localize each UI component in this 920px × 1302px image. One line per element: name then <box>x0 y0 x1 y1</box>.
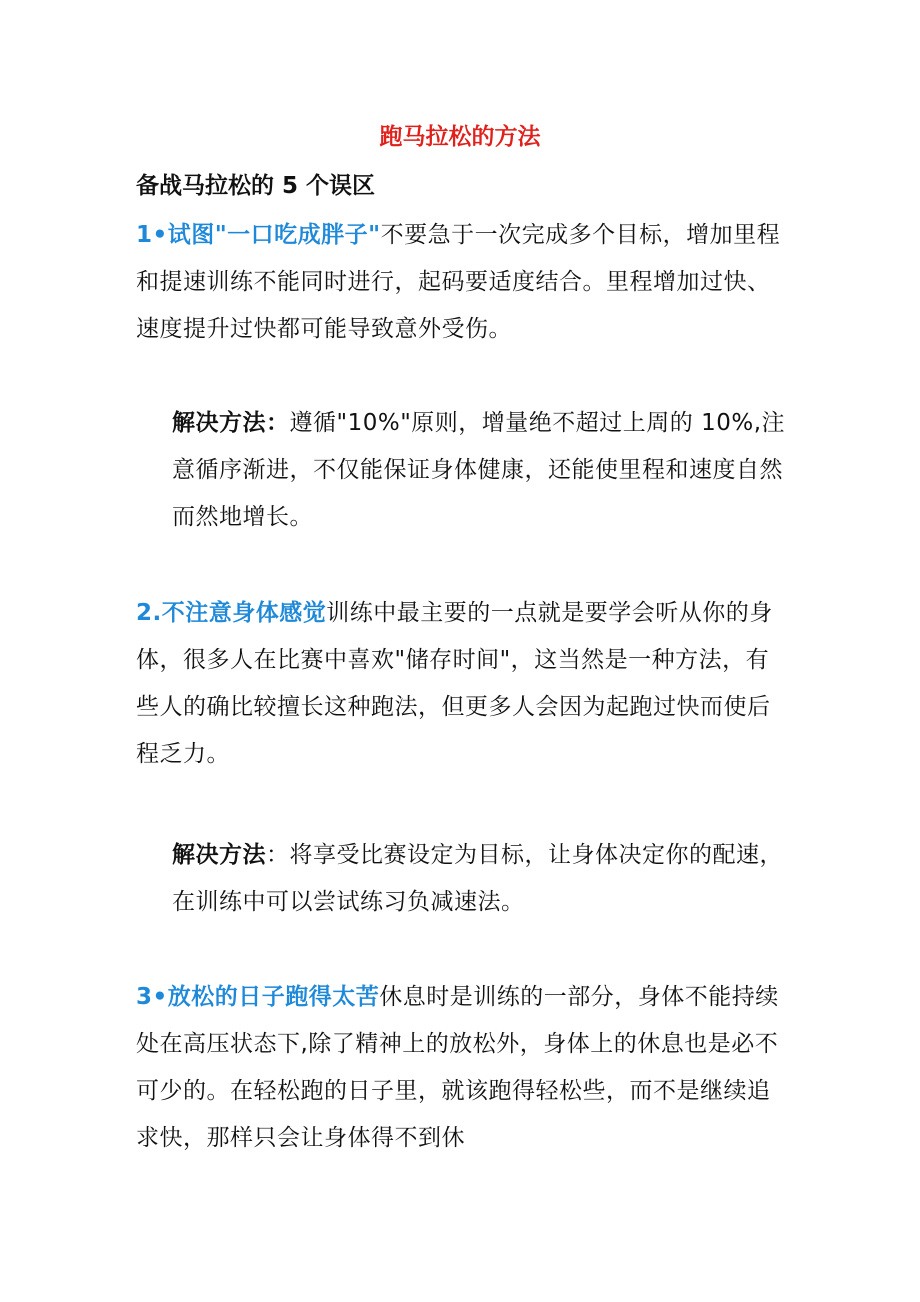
section-2-paragraph <box>136 590 786 778</box>
section-2-heading: 2.不注意身体感觉 <box>136 600 327 626</box>
page-title: 跑马拉松的方法 <box>379 124 541 150</box>
section-1-body: 不要急于一次完成多个目标，增加里程和提速训练不能同时进行，起码要适度结合。里程增加过快、速度提升过快都可能导致意外受伤。 <box>136 222 781 342</box>
section-1-solution <box>136 400 786 541</box>
section-subtitle: 备战马拉松的 5 个误区 <box>136 173 376 199</box>
section-3-heading: 3•放松的日子跑得太苦 <box>136 984 380 1010</box>
section-1-solution-text: 遵循"10%"原则，增量绝不超过上周的 10%,注意循序渐进，不仅能保证身体健康，还能使里程和速度自然而然地增长。 <box>172 410 786 530</box>
section-3-paragraph <box>136 974 786 1162</box>
section-3-body: 休息时是训练的一部分，身体不能持续处在高压状态下,除了精神上的放松外，身体上的休息也是必不可少的。在轻松跑的日子里，就该跑得轻松些，而不是继续追求快，那样只会让身体得不到休 <box>136 984 779 1151</box>
section-1-paragraph <box>136 212 786 353</box>
section-2-body: 训练中最主要的一点就是要学会听从你的身体，很多人在比赛中喜欢"储存时间"，这当然是一种方法，有些人的确比较擅长这种跑法，但更多人会因为起跑过快而使后程乏力。 <box>136 600 773 767</box>
section-2-solution-text: ：将享受比赛设定为目标，让身体决定你的配速，在训练中可以尝试练习负减速法。 <box>172 842 783 915</box>
section-2-solution <box>136 832 786 926</box>
section-1-heading: 1•试图"一口吃成胖子" <box>136 222 381 248</box>
section-1-solution-label: 解决方法： <box>172 410 290 436</box>
section-2-solution-label: 解决方法 <box>172 842 266 868</box>
